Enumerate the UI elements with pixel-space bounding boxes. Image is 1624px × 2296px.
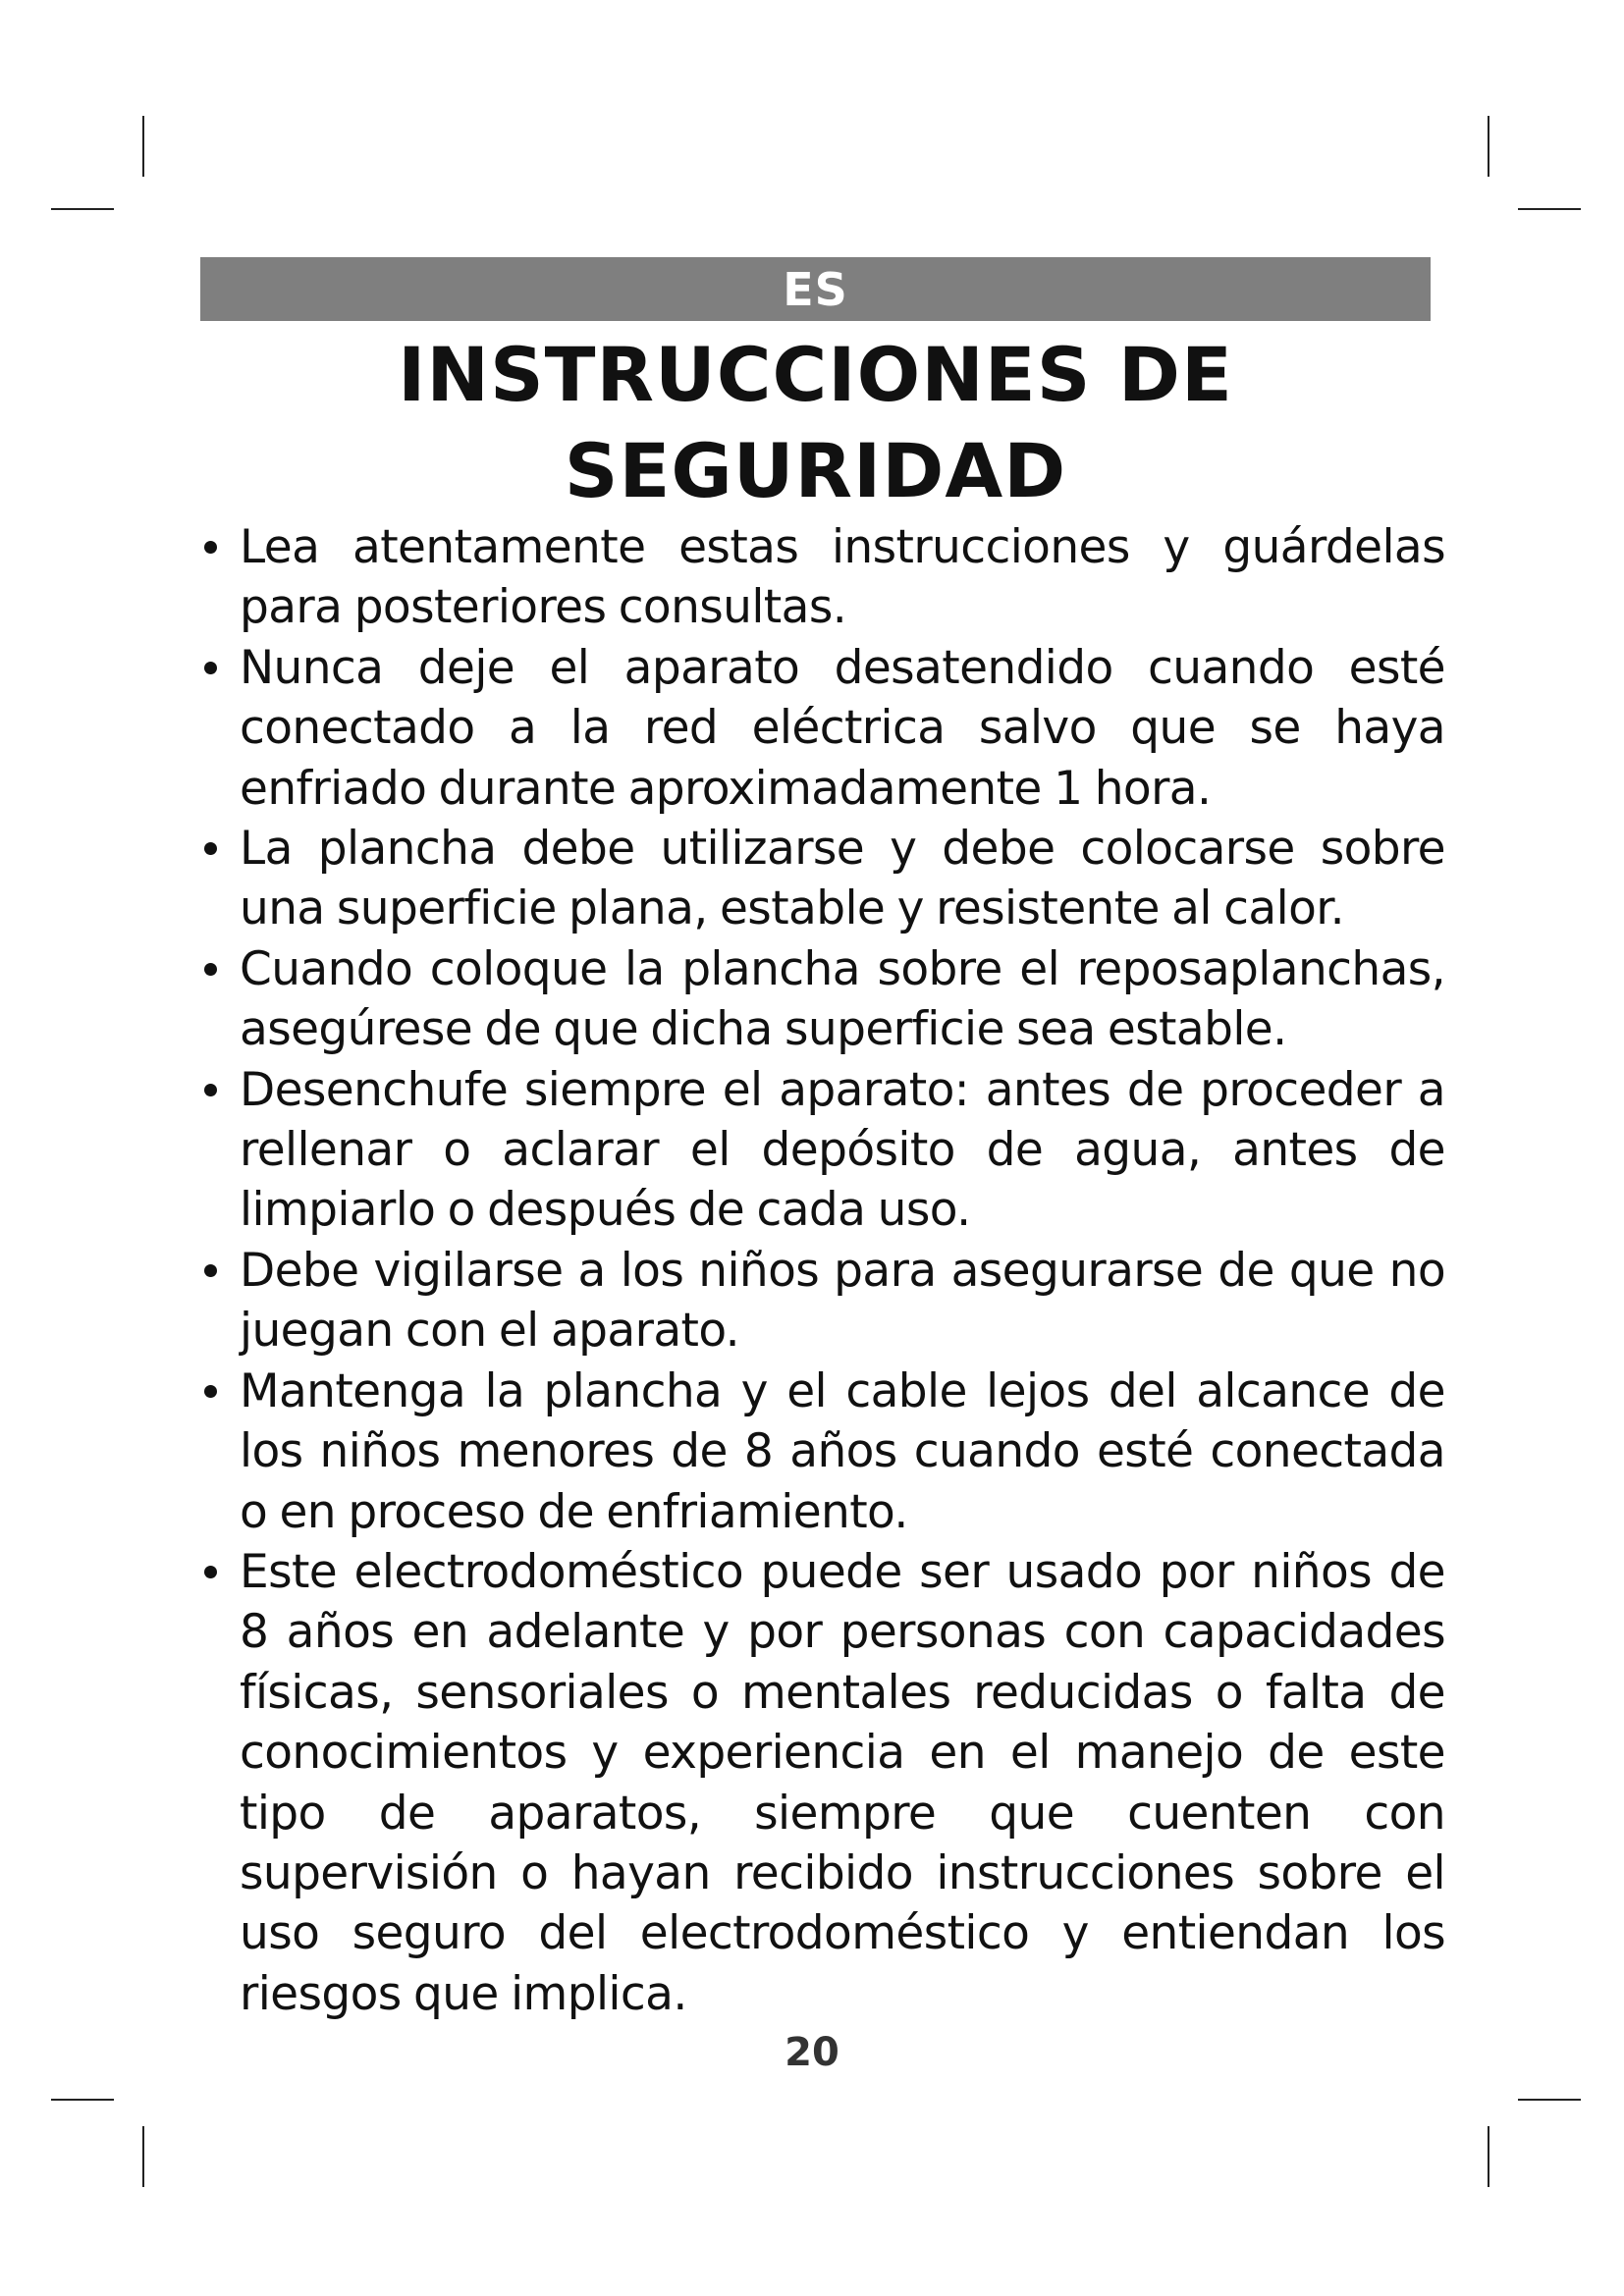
language-header-bar	[200, 257, 1431, 321]
crop-mark-top-left-vertical	[142, 116, 144, 177]
page-title	[200, 327, 1431, 519]
list-item: Este electrodoméstico puede ser usado por niños de 8 años en adelante y por personas con capacidades físicas, sensoriales o mentales reducidas o falta de conocimientos y experiencia en el manejo de este tipo de aparatos, siempre que cuenten con supervisión o hayan recibido instrucciones sobre el uso seguro del electrodoméstico y entiendan los riesgos que implica.	[240, 1542, 1445, 2024]
page-number: 20	[785, 2030, 839, 2075]
crop-mark-bottom-left-vertical	[142, 2126, 144, 2187]
crop-mark-top-right-vertical	[1488, 116, 1489, 177]
crop-mark-bottom-right-horizontal	[1518, 2099, 1581, 2101]
safety-instructions-list	[240, 517, 1445, 2024]
crop-mark-bottom-right-vertical	[1488, 2126, 1489, 2187]
crop-mark-top-left-horizontal	[51, 208, 114, 210]
list-item: Mantenga la plancha y el cable lejos del alcance de los niños menores de 8 años cuando esté conectada o en proceso de enfriamiento.	[240, 1362, 1445, 1542]
list-item: Nunca deje el aparato desatendido cuando esté conectado a la red eléctrica salvo que se haya enfriado durante aproximadamente 1 hora.	[240, 638, 1445, 819]
list-item: Cuando coloque la plancha sobre el reposaplanchas, asegúrese de que dicha superficie sea estable.	[240, 939, 1445, 1060]
list-item: Lea atentamente estas instrucciones y guárdelas para posteriores consultas.	[240, 517, 1445, 638]
crop-mark-bottom-left-horizontal	[51, 2099, 114, 2101]
list-item: Debe vigilarse a los niños para asegurarse de que no juegan con el aparato.	[240, 1241, 1445, 1362]
page-title-line-2: SEGURIDAD	[564, 427, 1067, 514]
page-title-line-1: INSTRUCCIONES DE	[398, 331, 1233, 418]
list-item: La plancha debe utilizarse y debe colocarse sobre una superficie plana, estable y resistente al calor.	[240, 819, 1445, 939]
list-item: Desenchufe siempre el aparato: antes de proceder a rellenar o aclarar el depósito de agua, antes de limpiarlo o después de cada uso.	[240, 1060, 1445, 1241]
crop-mark-top-right-horizontal	[1518, 208, 1581, 210]
language-code: ES	[783, 263, 848, 316]
